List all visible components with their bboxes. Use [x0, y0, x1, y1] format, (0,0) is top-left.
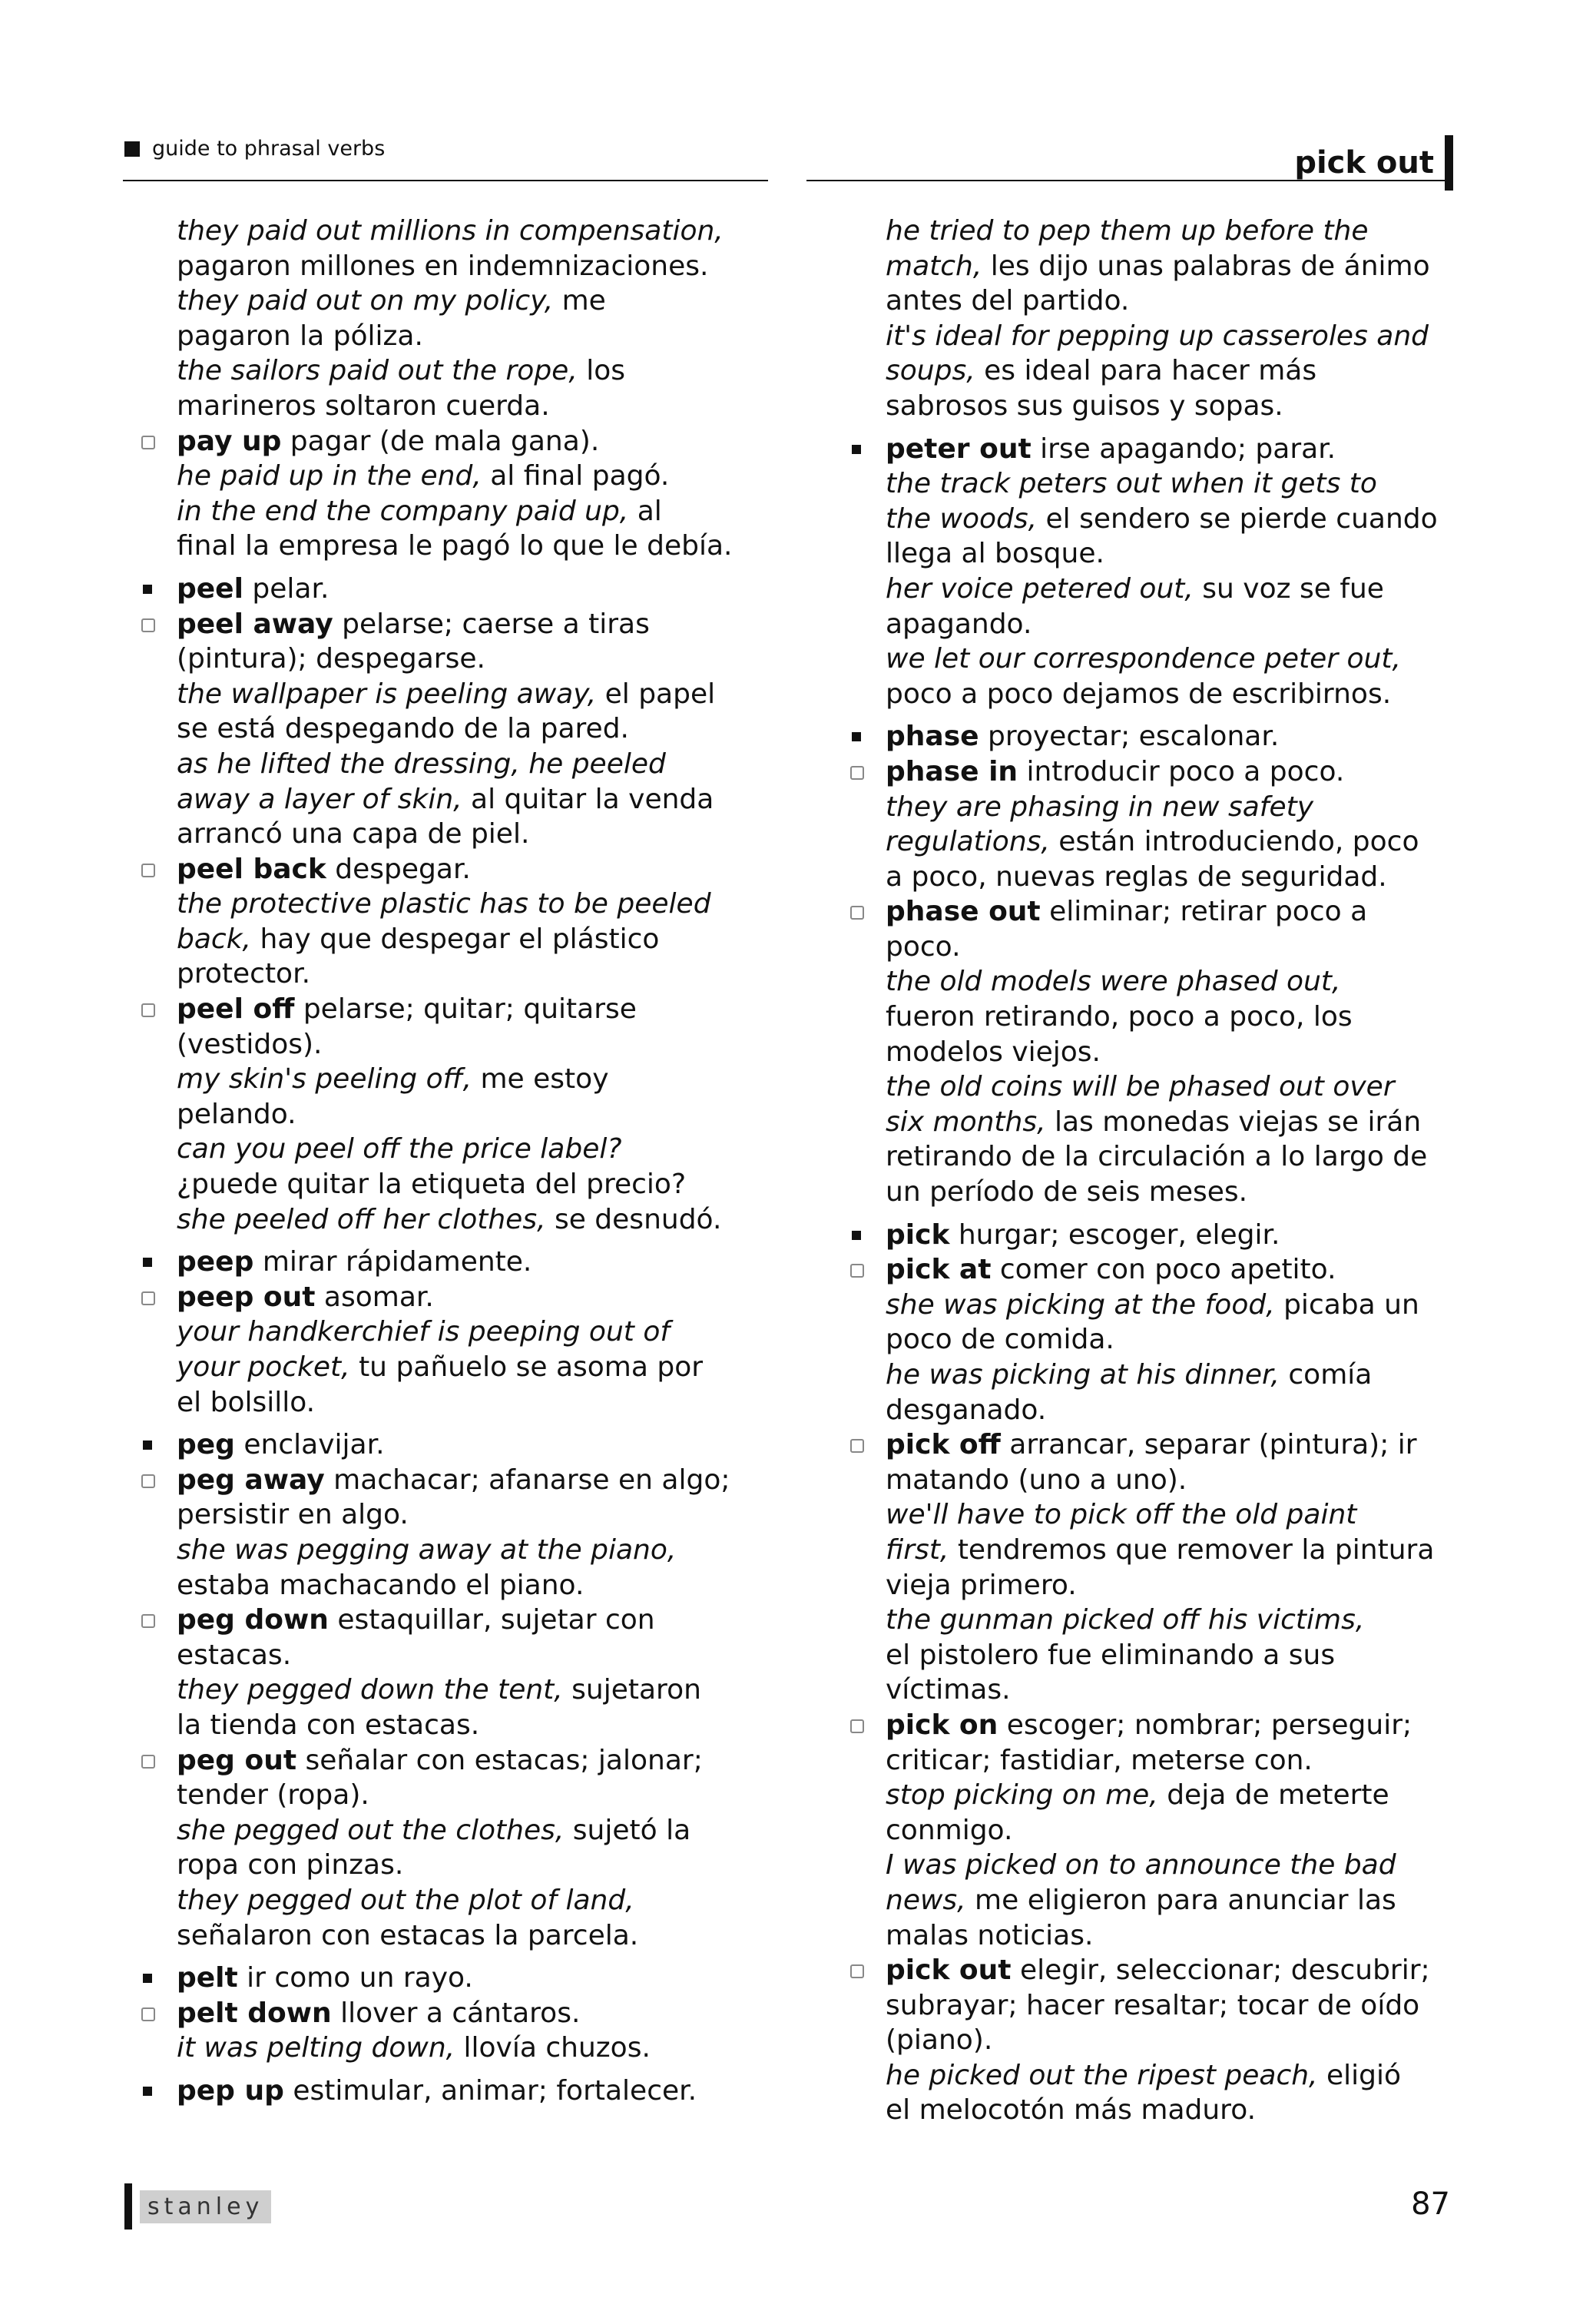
entry-line [847, 1918, 1492, 1954]
entry-line [847, 1358, 1492, 1393]
subentry-bullet-icon [850, 766, 864, 780]
entry-line [847, 2093, 1492, 2128]
dictionary-entry [847, 432, 1492, 467]
translation: conmigo. [886, 1814, 1013, 1846]
entry-bullet-icon [143, 585, 152, 594]
definition: pelarse; quitar; quitarse [294, 993, 637, 1026]
translation: sujetaron [562, 1674, 701, 1706]
entry-line [847, 1603, 1492, 1638]
entry-line [847, 1638, 1492, 1673]
translation: les dijo unas palabras de ánimo [982, 250, 1430, 282]
entry-line [847, 319, 1492, 354]
phrasal-verb-entry [138, 852, 783, 887]
translation: sujetó la [564, 1814, 691, 1846]
dictionary-entry [138, 2074, 783, 2109]
entry-line [847, 572, 1492, 607]
translation: llovía chuzos. [455, 2032, 651, 2064]
entry-bullet-icon [143, 1258, 152, 1267]
translation: deja de meterte [1157, 1779, 1389, 1812]
entry-line [847, 824, 1492, 860]
entry-line [847, 353, 1492, 389]
entry-line [847, 283, 1492, 319]
entry-line [138, 1385, 783, 1421]
entry-line [138, 494, 783, 529]
translation: me estoy [472, 1063, 609, 1096]
phrasal-verb-entry [847, 1953, 1492, 1988]
entry-line [138, 1638, 783, 1673]
entry-line [138, 711, 783, 747]
translation: estaba machacando el piano. [177, 1569, 584, 1601]
translation: apagando. [886, 608, 1032, 640]
entry-line [847, 2023, 1492, 2058]
subentry-bullet-icon [850, 1719, 864, 1733]
translation: antes del partido. [886, 285, 1130, 317]
entry-line [138, 389, 783, 424]
headword: pick at [886, 1254, 992, 1286]
definition: asomar. [315, 1281, 434, 1313]
headword: peg out [177, 1744, 297, 1776]
header-square-marker [124, 141, 140, 157]
entry-line [138, 1202, 783, 1238]
subentry-bullet-icon [141, 1003, 155, 1017]
subentry-bullet-icon [850, 1964, 864, 1978]
definition: introducir poco a poco. [1018, 755, 1345, 787]
entry-line [847, 1035, 1492, 1070]
translation: desganado. [886, 1394, 1047, 1426]
subentry-bullet-icon [141, 2007, 155, 2021]
example-sentence: your handkerchief is peeping out of [177, 1316, 671, 1348]
subentry-bullet-icon [141, 436, 155, 449]
example-sentence: the old coins will be phased out over [886, 1071, 1395, 1103]
page-header-right [1294, 135, 1453, 191]
translation: final la empresa le pagó lo que le debía. [177, 530, 733, 562]
example-sentence: as he lifted the dressing, he peeled [177, 748, 666, 780]
entry-bullet-icon [143, 1974, 152, 1983]
subentry-bullet-icon [850, 1264, 864, 1278]
entry-line [847, 860, 1492, 895]
entry-line [847, 1883, 1492, 1918]
phrasal-verb-entry [138, 607, 783, 642]
dictionary-entry [138, 1427, 783, 1463]
page-header-left [124, 137, 385, 161]
entry-line [847, 2058, 1492, 2094]
phrasal-verb-entry [847, 1427, 1492, 1463]
entry-line [138, 922, 783, 957]
example-sentence: away a layer of skin, [177, 783, 462, 815]
entry-line [138, 529, 783, 564]
headword: peg away [177, 1464, 325, 1496]
example-sentence: the protective plastic has to be peeled [177, 888, 711, 920]
definition: machacar; afanarse en algo; [324, 1464, 730, 1496]
headword: phase [886, 721, 979, 753]
entry-line [138, 249, 783, 284]
entry-line [138, 319, 783, 354]
phrasal-verb-entry [138, 1603, 783, 1638]
definition: mirar rápidamente. [253, 1246, 532, 1278]
definition: estimular, animar; fortalecer. [283, 2074, 697, 2107]
example-sentence: we let our correspondence peter out, [886, 643, 1401, 675]
translation: el bolsillo. [177, 1386, 316, 1418]
entry-line [138, 1350, 783, 1385]
entry-line [138, 1097, 783, 1132]
example-sentence: it was pelting down, [177, 2032, 455, 2064]
entry-line [138, 782, 783, 817]
example-sentence: he paid up in the end, [177, 460, 482, 492]
definition: pelar. [243, 572, 330, 605]
translation: ¿puede quitar la etiqueta del precio? [177, 1169, 687, 1201]
translation: al final pagó. [481, 460, 670, 492]
translation: tender (ropa). [177, 1779, 369, 1812]
headword: pelt down [177, 1997, 332, 2029]
translation: el papel [596, 678, 716, 710]
entry-line [847, 1288, 1492, 1323]
example-sentence: regulations, [886, 826, 1050, 858]
subentry-bullet-icon [850, 1439, 864, 1453]
headword: peel back [177, 853, 326, 885]
definition: ir como un rayo. [237, 1962, 473, 1994]
subentry-bullet-icon [141, 1291, 155, 1305]
dictionary-entry [138, 572, 783, 607]
translation: matando (uno a uno). [886, 1464, 1187, 1496]
entry-line [847, 1105, 1492, 1140]
translation: me eligieron para anunciar las [965, 1884, 1396, 1916]
translation: poco. [886, 930, 961, 963]
example-sentence: the track peters out when it gets to [886, 468, 1377, 500]
entry-line [847, 1322, 1492, 1358]
entry-line [138, 1918, 783, 1954]
translation: fueron retirando, poco a poco, los [886, 1001, 1353, 1033]
definition: despegar. [326, 853, 471, 885]
translation: me [553, 285, 606, 317]
translation: picaba un [1274, 1288, 1419, 1321]
translation: modelos viejos. [886, 1036, 1101, 1068]
entry-line [847, 607, 1492, 642]
translation: poco a poco dejamos de escribirnos. [886, 678, 1392, 710]
translation: hay que despegar el plástico [251, 923, 660, 955]
definition: llover a cántaros. [331, 1997, 581, 2029]
translation: ropa con pinzas. [177, 1849, 404, 1881]
example-sentence: her voice petered out, [886, 572, 1194, 605]
example-sentence: they pegged out the plot of land, [177, 1884, 634, 1916]
entry-bullet-icon [143, 1440, 152, 1450]
entry-line [138, 1708, 783, 1743]
entry-line [847, 964, 1492, 1000]
headword: phase out [886, 896, 1041, 928]
example-sentence: your pocket, [177, 1351, 350, 1383]
translation: los [577, 355, 626, 387]
example-sentence: the old models were phased out, [886, 966, 1341, 998]
entry-line [138, 1778, 783, 1813]
entry-line [138, 1848, 783, 1883]
translation: las monedas viejas se irán [1045, 1106, 1422, 1138]
dictionary-entry [847, 1218, 1492, 1253]
entry-line [847, 249, 1492, 284]
example-sentence: she pegged out the clothes, [177, 1814, 565, 1846]
translation: tendremos que remover la pintura [949, 1533, 1435, 1566]
translation: pagaron la póliza. [177, 320, 423, 352]
definition: arrancar, separar (pintura); ir [1000, 1429, 1417, 1461]
example-sentence: can you peel off the price label? [177, 1133, 622, 1165]
translation: señalaron con estacas la parcela. [177, 1919, 639, 1951]
translation: eligió [1317, 2059, 1401, 2091]
entry-line [138, 459, 783, 494]
phrasal-verb-entry [138, 424, 783, 459]
headword: peter out [886, 433, 1032, 465]
entry-line [847, 1778, 1492, 1813]
translation: (vestidos). [177, 1028, 323, 1060]
headword: pick on [886, 1709, 998, 1741]
entry-line [847, 502, 1492, 537]
translation: al [628, 495, 662, 527]
translation: están introduciendo, poco [1049, 826, 1419, 858]
entry-line [138, 1027, 783, 1063]
translation: poco de comida. [886, 1324, 1114, 1356]
definition: pagar (de mala gana). [281, 425, 600, 457]
entry-line [847, 214, 1492, 249]
headword: peg [177, 1429, 235, 1461]
entry-line [138, 1813, 783, 1848]
subentry-bullet-icon [850, 906, 864, 920]
phrasal-verb-entry [138, 992, 783, 1027]
definition: proyectar; escalonar. [979, 721, 1280, 753]
entry-line [138, 747, 783, 782]
entry-line [847, 1568, 1492, 1603]
entry-line [847, 466, 1492, 502]
definition: pelarse; caerse a tiras [333, 608, 650, 640]
example-sentence: he was picking at his dinner, [886, 1359, 1280, 1391]
example-sentence: match, [886, 250, 982, 282]
example-sentence: back, [177, 923, 251, 955]
left-column [138, 214, 783, 2108]
publisher-logo: stanley [140, 2190, 271, 2223]
entry-line [138, 1673, 783, 1708]
headword: peel [177, 572, 243, 605]
entry-line [138, 353, 783, 389]
entry-bullet-icon [143, 2087, 152, 2096]
entry-line [138, 956, 783, 992]
example-sentence: he picked out the ripest peach, [886, 2059, 1318, 2091]
phrasal-verb-entry [847, 1708, 1492, 1743]
phrasal-verb-entry [138, 1280, 783, 1315]
translation: estacas. [177, 1639, 292, 1671]
entry-line [138, 1167, 783, 1202]
example-sentence: she peeled off her clothes, [177, 1203, 546, 1235]
dictionary-entry [138, 1245, 783, 1280]
translation: pagaron millones en indemnizaciones. [177, 250, 709, 282]
definition: hurgar; escoger, elegir. [949, 1218, 1280, 1251]
phrasal-verb-entry [847, 1252, 1492, 1288]
translation: arrancó una capa de piel. [177, 818, 530, 850]
headword: phase in [886, 755, 1018, 787]
headword: peel away [177, 608, 333, 640]
headword: pick [886, 1218, 950, 1251]
phrasal-verb-entry [138, 1743, 783, 1779]
entry-line [138, 1533, 783, 1568]
header-bar-marker [1445, 135, 1453, 191]
entry-line [847, 536, 1492, 572]
translation: al quitar la venda [462, 783, 714, 815]
entry-line [138, 1568, 783, 1603]
translation: su voz se fue [1193, 572, 1384, 605]
entry-line [847, 930, 1492, 965]
phrasal-verb-entry [847, 894, 1492, 930]
entry-line [847, 1000, 1492, 1035]
entry-line [138, 887, 783, 922]
entry-line [138, 677, 783, 712]
translation: es ideal para hacer más [975, 355, 1317, 387]
definition: señalar con estacas; jalonar; [296, 1744, 703, 1776]
entry-line [138, 1497, 783, 1533]
entry-line [138, 1883, 783, 1918]
entry-line [138, 1315, 783, 1350]
entry-line [847, 1175, 1492, 1210]
entry-line [847, 1988, 1492, 2024]
translation: retirando de la circulación a lo largo de [886, 1141, 1428, 1173]
definition: estaquillar, sujetar con [328, 1604, 655, 1636]
translation: pelando. [177, 1098, 296, 1130]
entry-line [138, 1132, 783, 1167]
entry-line [138, 1062, 783, 1097]
example-sentence: they paid out on my policy, [177, 285, 554, 317]
translation: protector. [177, 958, 311, 990]
example-sentence: news, [886, 1884, 966, 1916]
translation: un período de seis meses. [886, 1176, 1248, 1208]
headword: pelt [177, 1962, 238, 1994]
entry-line [847, 1393, 1492, 1428]
definition: escoger; nombrar; perseguir; [998, 1709, 1412, 1741]
example-sentence: he tried to pep them up before the [886, 215, 1369, 247]
example-sentence: I was picked on to announce the bad [886, 1849, 1396, 1881]
entry-line [847, 1533, 1492, 1568]
translation: marineros soltaron cuerda. [177, 390, 550, 422]
headword: pick off [886, 1429, 1001, 1461]
example-sentence: they paid out millions in compensation, [177, 215, 724, 247]
headword: pay up [177, 425, 282, 457]
entry-bullet-icon [852, 445, 861, 454]
translation: malas noticias. [886, 1919, 1094, 1951]
translation: subrayar; hacer resaltar; tocar de oído [886, 1989, 1420, 2021]
translation: se está despegando de la pared. [177, 713, 629, 745]
subentry-bullet-icon [141, 1474, 155, 1488]
example-sentence: my skin's peeling off, [177, 1063, 472, 1096]
example-sentence: they are phasing in new safety [886, 791, 1314, 823]
dictionary-entry [847, 719, 1492, 754]
translation: criticar; fastidiar, meterse con. [886, 1744, 1313, 1776]
subentry-bullet-icon [141, 864, 155, 877]
example-sentence: they pegged down the tent, [177, 1674, 563, 1706]
subentry-bullet-icon [141, 618, 155, 632]
translation: el melocotón más maduro. [886, 2094, 1257, 2127]
entry-line [138, 214, 783, 249]
footer-bar-marker [124, 2183, 132, 2230]
entry-line [847, 1069, 1492, 1105]
entry-line [847, 1139, 1492, 1175]
translation: la tienda con estacas. [177, 1709, 480, 1741]
headword: peep [177, 1246, 254, 1278]
definition: elegir, seleccionar; descubrir; [1011, 1954, 1430, 1987]
entry-line [847, 642, 1492, 677]
page-number: 87 [1411, 2186, 1450, 2222]
entry-line [138, 817, 783, 852]
translation: llega al bosque. [886, 538, 1104, 570]
example-sentence: the woods, [886, 502, 1038, 535]
entry-line [138, 642, 783, 677]
entry-line [847, 1743, 1492, 1779]
translation: a poco, nuevas reglas de seguridad. [886, 860, 1387, 893]
running-head: pick out [1294, 145, 1434, 181]
entry-line [138, 283, 783, 319]
example-sentence: it's ideal for pepping up casseroles and [886, 320, 1429, 352]
section-title: guide to phrasal verbs [152, 137, 386, 161]
page-footer-left [124, 2183, 271, 2230]
translation: el pistolero fue eliminando a sus [886, 1639, 1336, 1671]
example-sentence: in the end the company paid up, [177, 495, 629, 527]
example-sentence: first, [886, 1533, 949, 1566]
definition: comer con poco apetito. [991, 1254, 1336, 1286]
right-column [847, 214, 1492, 2128]
subentry-bullet-icon [141, 1614, 155, 1628]
headword: peep out [177, 1281, 316, 1313]
translation: se desnudó. [545, 1203, 722, 1235]
translation: víctimas. [886, 1674, 1011, 1706]
subentry-bullet-icon [141, 1755, 155, 1769]
entry-line [847, 1848, 1492, 1883]
entry-line [847, 1813, 1492, 1848]
translation: vieja primero. [886, 1569, 1077, 1601]
headword: pep up [177, 2074, 284, 2107]
entry-bullet-icon [852, 1231, 861, 1240]
entry-line [847, 1673, 1492, 1708]
header-rule-left [123, 180, 768, 181]
example-sentence: the gunman picked off his victims, [886, 1604, 1365, 1636]
entry-line [847, 790, 1492, 825]
translation: comía [1279, 1359, 1373, 1391]
translation: (pintura); despegarse. [177, 643, 485, 675]
entry-line [847, 1463, 1492, 1498]
translation: tu pañuelo se asoma por [349, 1351, 704, 1383]
dictionary-entry [138, 1961, 783, 1996]
entry-bullet-icon [852, 732, 861, 741]
phrasal-verb-entry [847, 754, 1492, 790]
example-sentence: the wallpaper is peeling away, [177, 678, 597, 710]
example-sentence: she was pegging away at the piano, [177, 1533, 677, 1566]
entry-line [847, 677, 1492, 712]
definition: enclavijar. [234, 1429, 385, 1461]
example-sentence: we'll have to pick off the old paint [886, 1499, 1357, 1531]
example-sentence: soups, [886, 355, 975, 387]
entry-line [138, 2031, 783, 2066]
headword: peg down [177, 1604, 329, 1636]
phrasal-verb-entry [138, 1463, 783, 1498]
headword: pick out [886, 1954, 1012, 1987]
translation: el sendero se pierde cuando [1037, 502, 1438, 535]
translation: persistir en algo. [177, 1499, 409, 1531]
definition: eliminar; retirar poco a [1040, 896, 1368, 928]
phrasal-verb-entry [138, 1996, 783, 2031]
example-sentence: she was picking at the food, [886, 1288, 1275, 1321]
entry-line [847, 389, 1492, 424]
translation: (piano). [886, 2024, 993, 2057]
definition: irse apagando; parar. [1031, 433, 1336, 465]
headword: peel off [177, 993, 295, 1026]
entry-line [847, 1497, 1492, 1533]
example-sentence: six months, [886, 1106, 1046, 1138]
translation: sabrosos sus guisos y sopas. [886, 390, 1283, 422]
example-sentence: the sailors paid out the rope, [177, 355, 578, 387]
example-sentence: stop picking on me, [886, 1779, 1158, 1812]
